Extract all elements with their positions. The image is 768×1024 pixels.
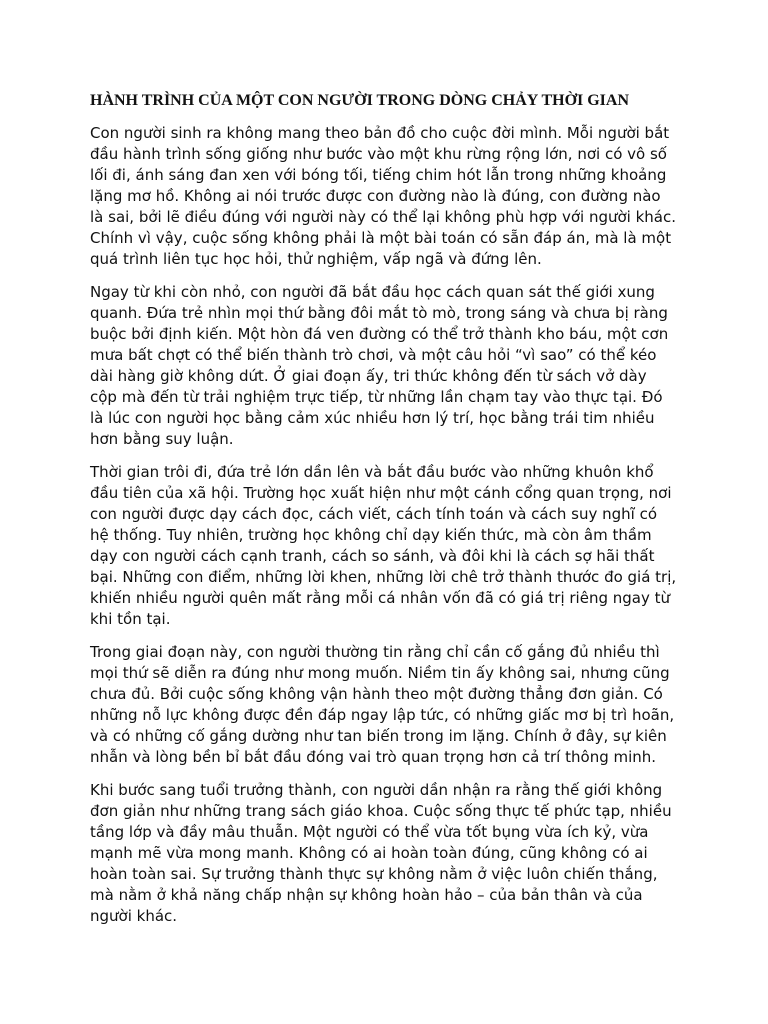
paragraph-5: Khi bước sang tuổi trưởng thành, con người dần nhận ra rằng thế giới không đơn giản như những trang sách giáo khoa. Cuộc sống thực tế phức tạp, nhiều tầng lớp và đầy mâu thuẫn. Một người có thể vừa tốt bụng vừa ích kỷ, vừa mạnh mẽ vừa mong manh. Không có ai hoàn toàn đúng, cũng không có ai hoàn toàn sai. Sự trưởng thành thực sự không nằm ở việc luôn chiến thắng, mà nằm ở khả năng chấp nhận sự không hoàn hảo – của bản thân và của người khác. [90,781,672,925]
paragraph-4: Trong giai đoạn này, con người thường tin rằng chỉ cần cố gắng đủ nhiều thì mọi thứ sẽ diễn ra đúng như mong muốn. Niềm tin ấy không sai, nhưng cũng chưa đủ. Bởi cuộc sống không vận hành theo một đường thẳng đơn giản. Có những nỗ lực không được đền đáp ngay lập tức, có những giấc mơ bị trì hoãn, và có những cố gắng dường như tan biến trong im lặng. Chính ở đây, sự kiên nhẫn và lòng bền bỉ bắt đầu đóng vai trò quan trọng hơn cả trí thông minh. [90,643,675,766]
document-body [90,90,678,939]
document-title: HÀNH TRÌNH CỦA MỘT CON NGƯỜI TRONG DÒNG CHẢY THỜI GIAN [90,92,630,109]
paragraph-2: Ngay từ khi còn nhỏ, con người đã bắt đầu học cách quan sát thế giới xung quanh. Đứa trẻ nhìn mọi thứ bằng đôi mắt tò mò, trong sáng và chưa bị ràng buộc bởi định kiến. Một hòn đá ven đường có thể trở thành kho báu, một cơn mưa bất chợt có thể biến thành trò chơi, và một câu hỏi “vì sao” có thể kéo dài hàng giờ không dứt. Ở giai đoạn ấy, tri thức không đến từ sách vở dày cộp mà đến từ trải nghiệm trực tiếp, từ những lần chạm tay vào thực tại. Đó là lúc con người học bằng cảm xúc nhiều hơn lý trí, học bằng trái tim nhiều hơn bằng suy luận. [90,283,669,448]
paragraph-1: Con người sinh ra không mang theo bản đồ cho cuộc đời mình. Mỗi người bắt đầu hành trình sống giống như bước vào một khu rừng rộng lớn, nơi có vô số lối đi, ánh sáng đan xen với bóng tối, tiếng chim hót lẫn trong những khoảng lặng mơ hồ. Không ai nói trước được con đường nào là đúng, con đường nào là sai, bởi lẽ điều đúng với người này có thể lại không phù hợp với người khác. Chính vì vậy, cuộc sống không phải là một bài toán có sẵn đáp án, mà là một quá trình liên tục học hỏi, thử nghiệm, vấp ngã và đứng lên. [90,124,676,268]
paragraph-3: Thời gian trôi đi, đứa trẻ lớn dần lên và bắt đầu bước vào những khuôn khổ đầu tiên của xã hội. Trường học xuất hiện như một cánh cổng quan trọng, nơi con người được dạy cách đọc, cách viết, cách tính toán và cách suy nghĩ có hệ thống. Tuy nhiên, trường học không chỉ dạy kiến thức, mà còn âm thầm dạy con người cách cạnh tranh, cách so sánh, và đôi khi là cách sợ hãi thất bại. Những con điểm, những lời khen, những lời chê trở thành thước đo giá trị, khiến nhiều người quên mất rằng mỗi cá nhân vốn đã có giá trị riêng ngay từ khi tồn tại. [90,463,677,628]
